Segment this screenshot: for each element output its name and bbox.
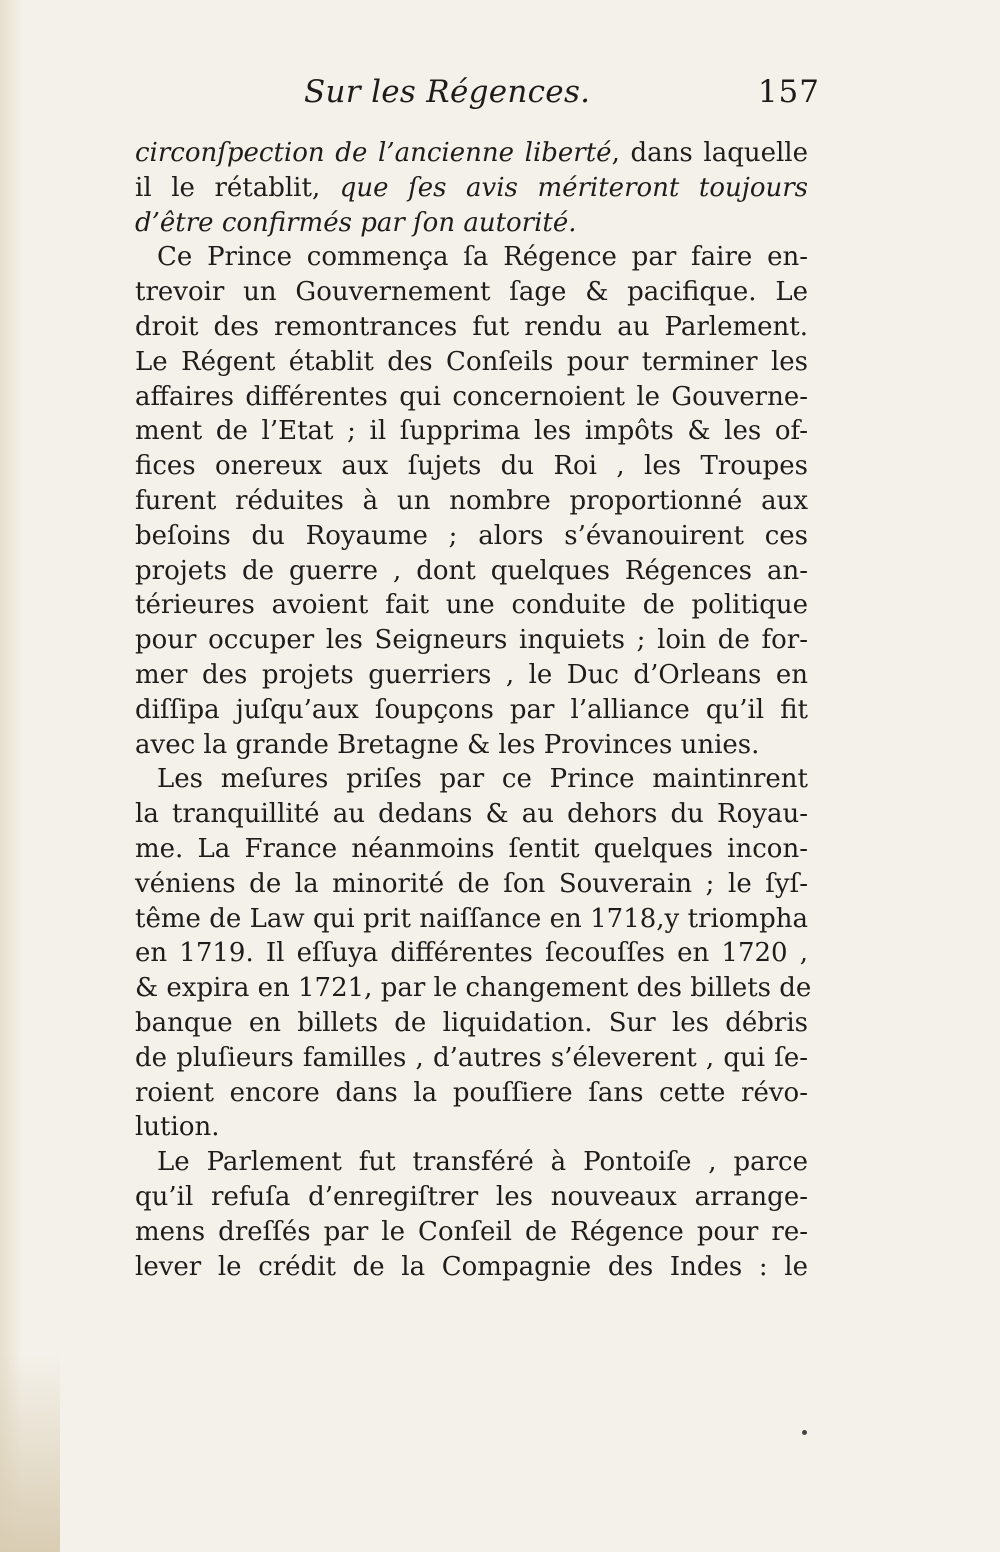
text-line: Ce Prince commença ſa Régence par faire en- [157, 242, 808, 273]
text-line: me. La France néanmoins ſentit quelques incon- [135, 833, 808, 864]
text-line: lution. [135, 1112, 220, 1143]
text-line [135, 206, 808, 241]
text-line: trevoir un Gouvernement ſage & pacifique. Le [135, 277, 808, 308]
text-line [135, 171, 808, 206]
text-line: Les meſures priſes par ce Prince maintinrent [157, 764, 808, 795]
text-line: tême de Law qui prit naiſſance en 1718,y triompha [135, 903, 808, 934]
running-title: Sur les Régences. [304, 74, 591, 110]
text-line: véniens de la minorité de ſon Souverain ; le ſyſ- [135, 868, 808, 899]
page-header [290, 70, 820, 126]
text-line: de pluſieurs familles , d’autres s’éleverent , qui ſe- [135, 1042, 808, 1073]
text-line: mens dreſſés par le Conſeil de Régence pour re- [135, 1216, 808, 1247]
text-line: la tranquillité au dedans & au dehors du Royau- [135, 799, 808, 830]
text-line: lever le crédit de la Compagnie des Indes : le [135, 1251, 808, 1282]
text-line: Le Parlement fut transféré à Pontoiſe , parce [157, 1147, 808, 1178]
text-line: fices onereux aux ſujets du Roi , les Troupes [135, 451, 808, 482]
ink-speck [802, 1430, 807, 1435]
text-line: roient encore dans la pouſſiere ſans cette révo- [135, 1077, 808, 1108]
text-line: térieures avoient fait une conduite de politique [135, 590, 808, 621]
text-line: ment de l’Etat ; il ſupprima les impôts & les of- [135, 416, 808, 447]
text-line: banque en billets de liquidation. Sur les débris [135, 1007, 808, 1038]
text-line [135, 136, 808, 171]
text-line-roman: , dans laquelle [611, 138, 808, 168]
text-line: Le Régent établit des Conſeils pour terminer les [135, 346, 808, 377]
text-line: projets de guerre , dont quelques Régences an- [135, 555, 808, 586]
text-line: pour occuper les Seigneurs inquiets ; loin de for- [135, 625, 808, 656]
text-line: en 1719. Il eſſuya différentes ſecouſſes en 1720 , [135, 938, 808, 969]
text-line: avec la grande Bretagne & les Provinces unies. [135, 729, 760, 760]
text-line-italic: d’être confirmés par ſon autorité. [135, 207, 577, 238]
text-line: mer des projets guerriers , le Duc d’Orleans en [135, 659, 808, 690]
text-line-italic: que ſes avis mériteront toujours [339, 172, 808, 203]
text-line-italic: circonſpection de l’ancienne liberté [135, 138, 612, 168]
text-line: & expira en 1721, par le changement des billets de [135, 973, 812, 1004]
text-line: diſſipa juſqu’aux ſoupçons par l’alliance qu’il fit [135, 694, 808, 725]
body-text [135, 136, 812, 1284]
text-line: qu’il refuſa d’enregiſtrer les nouveaux arrange- [135, 1181, 808, 1212]
text-line: beſoins du Royaume ; alors s’évanouirent ces [135, 520, 808, 551]
text-line: affaires différentes qui concernoient le Gouverne- [135, 381, 808, 412]
text-line-roman: il le rétablit, [135, 172, 340, 203]
page-binding-shadow [0, 0, 22, 1552]
page-number: 157 [757, 74, 820, 110]
page-corner-stain [0, 1352, 60, 1552]
text-line: droit des remontrances fut rendu au Parlement. [135, 311, 808, 342]
text-line: furent réduites à un nombre proportionné aux [135, 485, 808, 516]
